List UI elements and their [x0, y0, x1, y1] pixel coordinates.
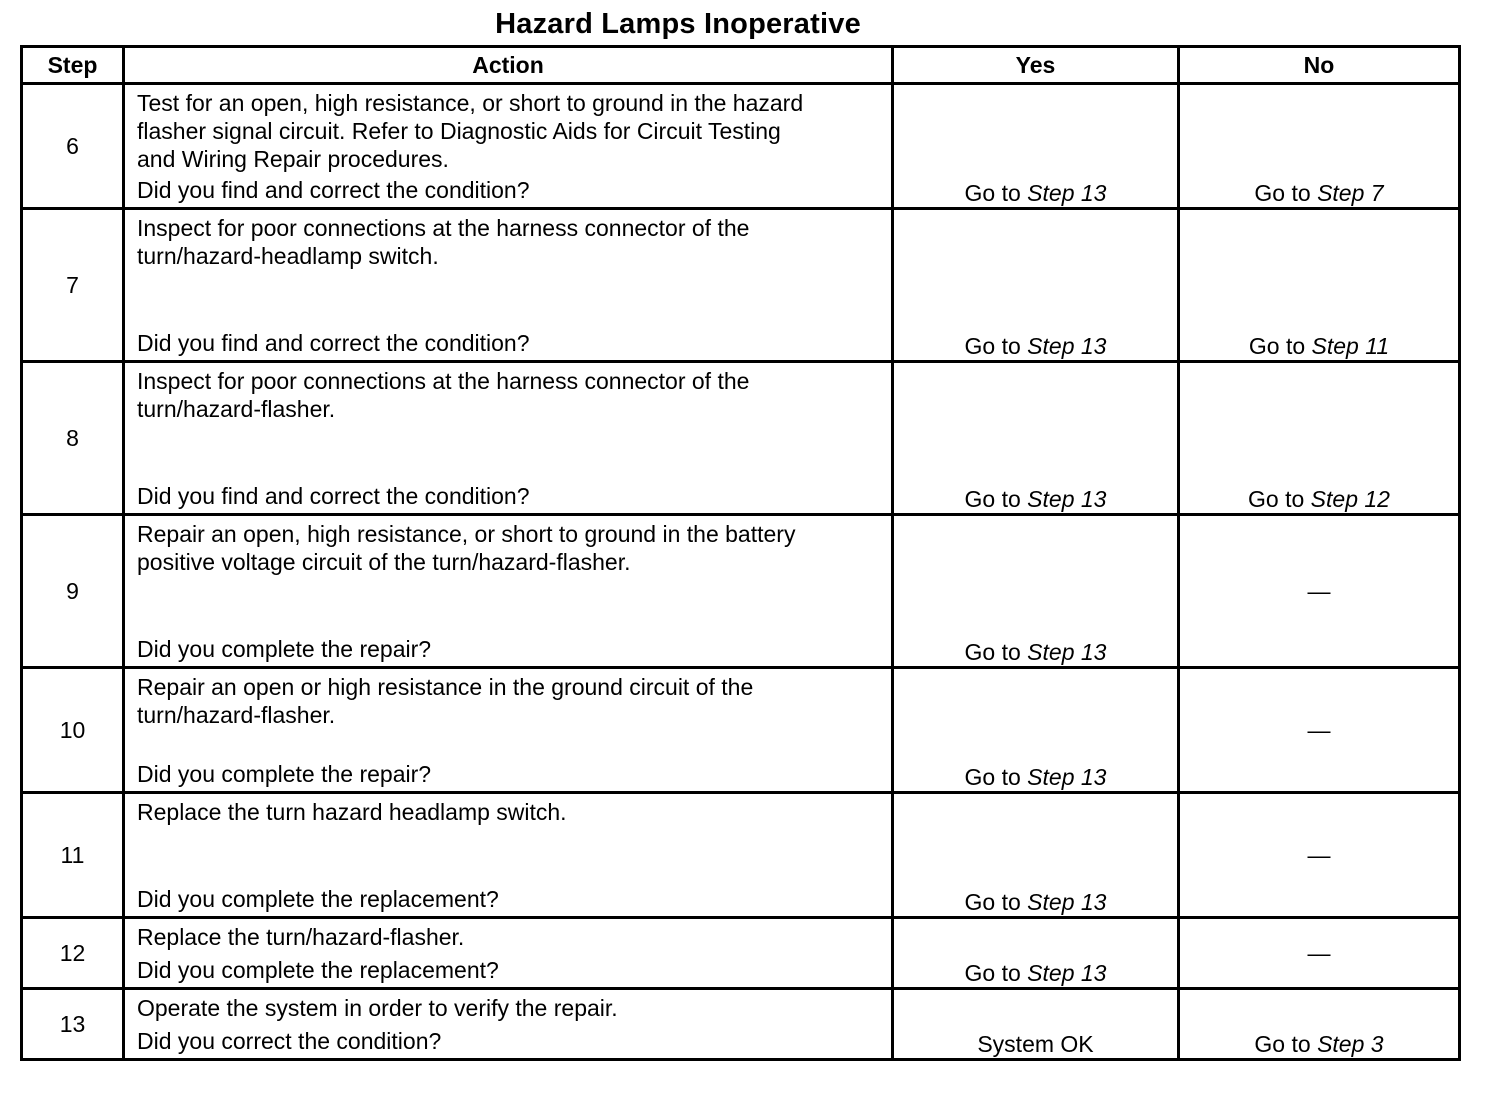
action-question: Did you find and correct the condition?: [137, 483, 530, 509]
action-question: Did you find and correct the condition?: [137, 330, 530, 356]
action-question: Did you complete the replacement?: [137, 957, 499, 983]
action-question: Did you correct the condition?: [137, 1028, 442, 1054]
header-action: Action: [124, 47, 893, 84]
action-text: Repair an open or high resistance in the ground circuit of the turn/hazard-flasher.: [137, 674, 754, 728]
yes-step-ref: Step 13: [1027, 486, 1107, 512]
yes-prefix: Go to: [964, 180, 1028, 206]
table-row: [22, 918, 1460, 989]
no-step-ref: Step 12: [1310, 486, 1390, 512]
no-cell: [1179, 84, 1460, 209]
step-number: 6: [22, 84, 124, 209]
table-header-row: [22, 47, 1460, 84]
step-number: 7: [22, 209, 124, 362]
yes-step-ref: Step 13: [1027, 180, 1107, 206]
action-text: Test for an open, high resistance, or short to ground in the hazard flasher signal circuit. Refer to Diagnostic Aids for Circuit Testing and Wiring Repair procedures.: [137, 90, 804, 172]
action-cell: [124, 515, 893, 668]
yes-cell: [893, 84, 1179, 209]
no-prefix: Go to: [1248, 486, 1311, 512]
yes-prefix: Go to: [964, 333, 1028, 359]
step-number: 9: [22, 515, 124, 668]
yes-step-ref: Step 13: [1027, 639, 1107, 665]
no-prefix: Go to: [1248, 333, 1312, 359]
action-cell: [124, 668, 893, 793]
yes-cell: System OK: [893, 989, 1179, 1060]
no-step-ref: Step 7: [1317, 180, 1384, 206]
no-cell: [1179, 362, 1460, 515]
no-prefix: Go to: [1254, 180, 1318, 206]
action-cell: [124, 989, 893, 1060]
action-text: Repair an open, high resistance, or short to ground in the battery positive voltage circuit of the turn/hazard-flasher.: [137, 521, 796, 575]
yes-cell: [893, 793, 1179, 918]
header-step: Step: [22, 47, 124, 84]
no-step-ref: Step 11: [1311, 333, 1390, 359]
no-prefix: Go to: [1254, 1031, 1318, 1057]
diagnostic-table: [20, 45, 1461, 1061]
action-text: Inspect for poor connections at the harness connector of the turn/hazard-flasher.: [137, 368, 750, 422]
no-cell: [1179, 209, 1460, 362]
yes-step-ref: Step 13: [1027, 889, 1107, 915]
no-cell: —: [1179, 515, 1460, 668]
action-question: Did you complete the repair?: [137, 636, 432, 662]
table-row: [22, 515, 1460, 668]
action-text: Replace the turn/hazard-flasher.: [137, 924, 465, 950]
table-row: [22, 793, 1460, 918]
action-cell: [124, 793, 893, 918]
table-row: [22, 209, 1460, 362]
no-cell: —: [1179, 668, 1460, 793]
no-cell: [1179, 989, 1460, 1060]
no-cell: —: [1179, 793, 1460, 918]
step-number: 13: [22, 989, 124, 1060]
page-title: Hazard Lamps Inoperative: [495, 8, 861, 40]
yes-cell: [893, 515, 1179, 668]
table-row: [22, 84, 1460, 209]
header-no: No: [1179, 47, 1460, 84]
yes-prefix: Go to: [964, 889, 1028, 915]
table-row: [22, 668, 1460, 793]
action-cell: [124, 209, 893, 362]
yes-prefix: Go to: [964, 960, 1028, 986]
yes-step-ref: Step 13: [1027, 960, 1107, 986]
action-cell: [124, 362, 893, 515]
action-text: Operate the system in order to verify the repair.: [137, 995, 618, 1021]
no-cell: —: [1179, 918, 1460, 989]
yes-cell: [893, 362, 1179, 515]
table-row: [22, 989, 1460, 1060]
step-number: 10: [22, 668, 124, 793]
yes-cell: [893, 918, 1179, 989]
step-number: 8: [22, 362, 124, 515]
action-question: Did you find and correct the condition?: [137, 177, 530, 203]
yes-cell: [893, 209, 1179, 362]
action-cell: [124, 84, 893, 209]
yes-cell: [893, 668, 1179, 793]
yes-prefix: Go to: [964, 486, 1028, 512]
table-row: [22, 362, 1460, 515]
action-text: Inspect for poor connections at the harness connector of the turn/hazard-headlamp switch.: [137, 215, 750, 269]
header-yes: Yes: [893, 47, 1179, 84]
yes-prefix: Go to: [964, 639, 1028, 665]
yes-step-ref: Step 13: [1027, 333, 1107, 359]
action-question: Did you complete the replacement?: [137, 886, 499, 912]
yes-prefix: Go to: [964, 764, 1028, 790]
yes-step-ref: Step 13: [1027, 764, 1107, 790]
action-text: Replace the turn hazard headlamp switch.: [137, 799, 567, 825]
action-question: Did you complete the repair?: [137, 761, 432, 787]
step-number: 11: [22, 793, 124, 918]
step-number: 12: [22, 918, 124, 989]
no-step-ref: Step 3: [1317, 1031, 1384, 1057]
action-cell: [124, 918, 893, 989]
